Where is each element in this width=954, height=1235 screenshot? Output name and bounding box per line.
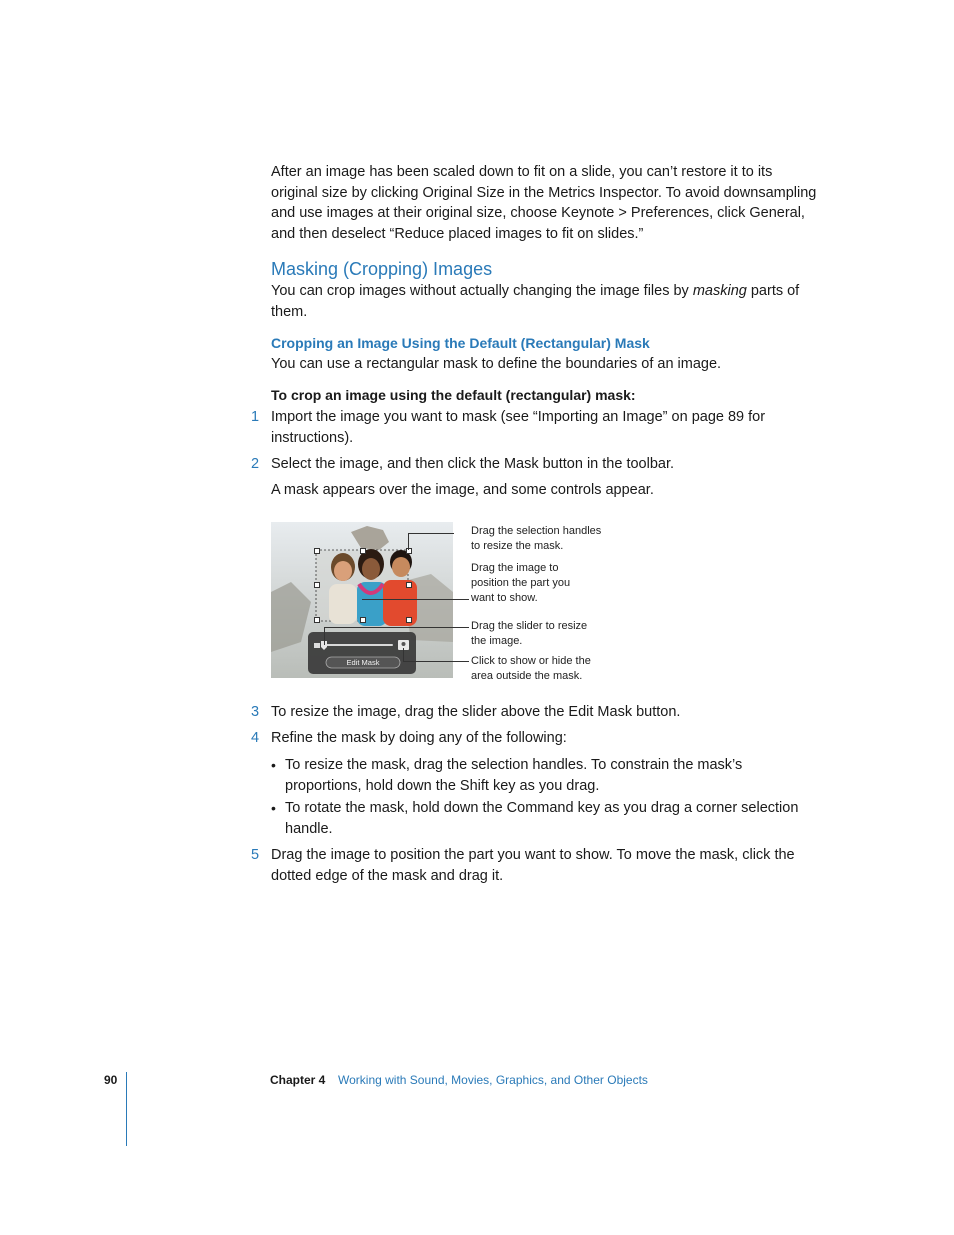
footer-chapter-label: Chapter 4	[270, 1073, 326, 1087]
step-text: To resize the image, drag the slider above the Edit Mask button.	[271, 704, 681, 720]
selection-handle	[314, 582, 320, 588]
step-number: 5	[251, 847, 260, 863]
bullet-dot: •	[271, 757, 276, 773]
bullet-dot: •	[271, 800, 276, 816]
callout-selection-handles	[471, 524, 611, 554]
callout-line: Drag the selection handles	[471, 525, 602, 537]
step-text: Refine the mask by doing any of the following:	[271, 730, 567, 746]
step-text: Drag the image to position the part you want to show. To move the mask, click the dotted edge of the mask and drag it.	[271, 847, 795, 884]
callout-line: Drag the image to	[471, 562, 559, 574]
task-title: To crop an image using the default (rectangular) mask:	[271, 387, 636, 403]
callout-drag-image	[471, 561, 611, 606]
selection-handle	[406, 582, 412, 588]
bullet-text: To rotate the mask, hold down the Command key as you drag a corner selection handle.	[285, 800, 799, 837]
callout-slider	[471, 619, 611, 649]
step-number: 4	[251, 730, 260, 746]
callout-leader	[324, 627, 325, 645]
selection-handle	[406, 617, 412, 623]
callout-line: Drag the slider to resize	[471, 620, 588, 632]
section-paragraph	[271, 281, 823, 322]
selection-handle	[314, 548, 320, 554]
callout-leader	[408, 533, 454, 534]
callout-line: Click to show or hide the	[471, 655, 591, 667]
subsection-paragraph: You can use a rectangular mask to define the boundaries of an image.	[271, 356, 722, 372]
callout-leader	[403, 661, 469, 662]
callout-line: to resize the mask.	[471, 540, 564, 552]
mask-figure	[271, 522, 453, 678]
selection-handle	[314, 617, 320, 623]
step-number: 1	[251, 409, 260, 425]
selection-handle	[406, 548, 412, 554]
callout-leader	[324, 627, 469, 628]
callout-line: area outside the mask.	[471, 670, 583, 682]
callout-line: want to show.	[471, 592, 538, 604]
selection-handle	[360, 617, 366, 623]
step-number: 3	[251, 704, 260, 720]
section-paragraph-emphasis: masking	[692, 283, 747, 299]
callout-leader	[362, 599, 469, 600]
section-paragraph-before: You can crop images without actually changing the image files by	[271, 283, 693, 299]
callout-line: position the part you	[471, 577, 571, 589]
step-number: 2	[251, 456, 260, 472]
step-text: Import the image you want to mask (see “Importing an Image” on page 89 for instructions).	[271, 409, 766, 446]
footer-chapter-title: Working with Sound, Movies, Graphics, and Other Objects	[338, 1073, 648, 1087]
section-paragraph-after: parts of them.	[271, 283, 800, 320]
intro-paragraph: After an image has been scaled down to fit on a slide, you can’t restore it to its original size by clicking Original Size in the Metrics Inspector. To avoid downsampling and use images at their original size, choose Keynote > Preferences, click General, and then deselect “Reduce placed images to fit on slides.”	[271, 164, 817, 242]
callout-leader	[408, 533, 409, 550]
callout-line: the image.	[471, 635, 523, 647]
edit-mask-button[interactable]: Edit Mask	[346, 658, 380, 667]
subsection-heading: Cropping an Image Using the Default (Rectangular) Mask	[271, 335, 650, 351]
callout-show-hide	[471, 654, 611, 684]
step-2-note: A mask appears over the image, and some controls appear.	[271, 482, 654, 498]
callout-leader	[403, 648, 404, 661]
bullet-text: To resize the mask, drag the selection handles. To constrain the mask’s proportions, hold down the Shift key as you drag.	[285, 757, 743, 794]
mask-photo-illustration	[271, 522, 453, 678]
section-heading: Masking (Cropping) Images	[271, 259, 493, 279]
footer-divider	[126, 1072, 127, 1146]
selection-handle	[360, 548, 366, 554]
page-number: 90	[104, 1073, 118, 1087]
step-text: Select the image, and then click the Mask button in the toolbar.	[271, 456, 675, 472]
